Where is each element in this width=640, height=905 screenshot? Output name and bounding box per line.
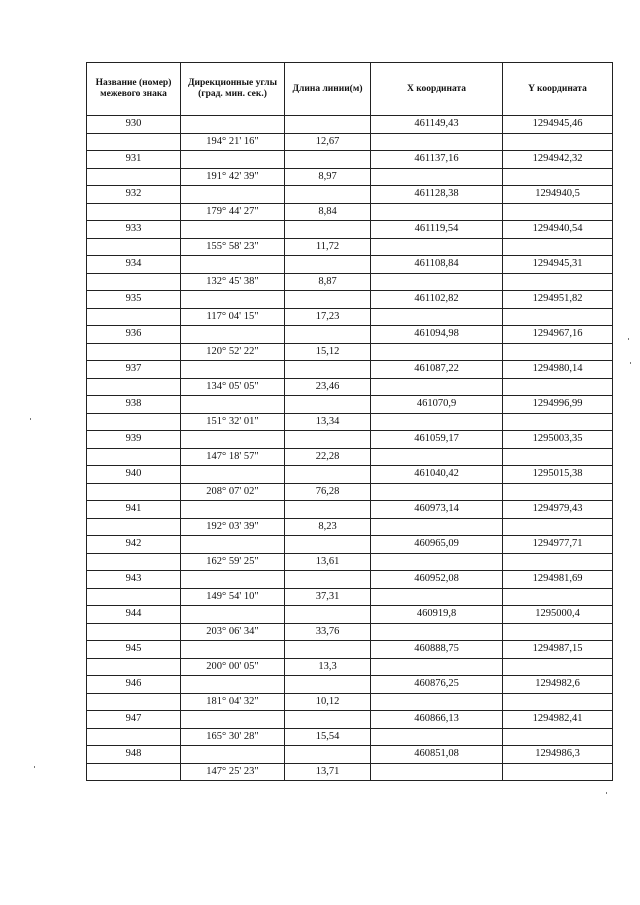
point-name-cell (87, 623, 181, 641)
x-coordinate-cell (371, 273, 503, 291)
direction-angle-cell (181, 641, 285, 659)
y-coordinate-cell: 1294977,71 (503, 536, 613, 554)
direction-angle-cell (181, 746, 285, 764)
table-row (87, 623, 613, 641)
x-coordinate-cell: 461128,38 (371, 186, 503, 204)
line-length-cell (285, 326, 371, 344)
direction-angle-cell (181, 291, 285, 309)
point-name-cell (87, 413, 181, 431)
table-row (87, 501, 613, 519)
x-coordinate-cell (371, 588, 503, 606)
x-coordinate-cell (371, 343, 503, 361)
x-coordinate-cell (371, 378, 503, 396)
direction-angle-cell (181, 571, 285, 589)
table-row (87, 693, 613, 711)
direction-angle-cell (181, 221, 285, 239)
direction-angle-cell: 194° 21' 16" (181, 133, 285, 151)
table-row (87, 711, 613, 729)
table-row (87, 361, 613, 379)
line-length-cell: 13,3 (285, 658, 371, 676)
y-coordinate-cell: 1294986,3 (503, 746, 613, 764)
y-coordinate-cell (503, 273, 613, 291)
line-length-cell: 10,12 (285, 693, 371, 711)
y-coordinate-cell: 1294942,32 (503, 151, 613, 169)
x-coordinate-cell: 460851,08 (371, 746, 503, 764)
x-coordinate-cell (371, 413, 503, 431)
direction-angle-cell (181, 676, 285, 694)
y-coordinate-cell (503, 518, 613, 536)
table-header-row (87, 63, 613, 116)
line-length-cell (285, 221, 371, 239)
line-length-cell: 11,72 (285, 238, 371, 256)
x-coordinate-cell: 460866,13 (371, 711, 503, 729)
y-coordinate-cell: 1294982,41 (503, 711, 613, 729)
point-name-cell: 935 (87, 291, 181, 309)
point-name-cell (87, 553, 181, 571)
y-coordinate-cell (503, 203, 613, 221)
direction-angle-cell (181, 361, 285, 379)
direction-angle-cell: 155° 58' 23" (181, 238, 285, 256)
y-coordinate-cell (503, 168, 613, 186)
line-length-cell (285, 431, 371, 449)
table-row (87, 326, 613, 344)
scan-speck (628, 338, 629, 340)
line-length-cell (285, 676, 371, 694)
direction-angle-cell: 181° 04' 32" (181, 693, 285, 711)
line-length-cell: 8,23 (285, 518, 371, 536)
point-name-cell (87, 448, 181, 466)
line-length-cell (285, 746, 371, 764)
point-name-cell: 947 (87, 711, 181, 729)
table-row (87, 203, 613, 221)
y-coordinate-cell (503, 413, 613, 431)
y-coordinate-cell (503, 623, 613, 641)
scan-speck (30, 418, 31, 420)
table-row (87, 378, 613, 396)
point-name-cell: 948 (87, 746, 181, 764)
direction-angle-cell: 132° 45' 38" (181, 273, 285, 291)
x-coordinate-cell (371, 168, 503, 186)
point-name-cell (87, 343, 181, 361)
y-coordinate-cell: 1294982,6 (503, 676, 613, 694)
table-row (87, 186, 613, 204)
table-row (87, 588, 613, 606)
table-row (87, 221, 613, 239)
scan-speck (606, 792, 607, 794)
y-coordinate-cell: 1294951,82 (503, 291, 613, 309)
table-row (87, 308, 613, 326)
header-point-name: Название (номер) межевого знака (87, 63, 181, 116)
x-coordinate-cell: 460952,08 (371, 571, 503, 589)
x-coordinate-cell (371, 483, 503, 501)
point-name-cell: 944 (87, 606, 181, 624)
x-coordinate-cell: 461137,16 (371, 151, 503, 169)
y-coordinate-cell (503, 588, 613, 606)
point-name-cell (87, 308, 181, 326)
point-name-cell: 934 (87, 256, 181, 274)
x-coordinate-cell: 461094,98 (371, 326, 503, 344)
y-coordinate-cell: 1295003,35 (503, 431, 613, 449)
point-name-cell (87, 238, 181, 256)
table-row (87, 658, 613, 676)
table-row (87, 291, 613, 309)
point-name-cell: 943 (87, 571, 181, 589)
x-coordinate-cell (371, 728, 503, 746)
line-length-cell (285, 641, 371, 659)
x-coordinate-cell: 460965,09 (371, 536, 503, 554)
header-x-coordinate: X координата (371, 63, 503, 116)
table-row (87, 763, 613, 781)
direction-angle-cell (181, 326, 285, 344)
line-length-cell: 8,97 (285, 168, 371, 186)
table-row (87, 483, 613, 501)
direction-angle-cell: 192° 03' 39" (181, 518, 285, 536)
line-length-cell (285, 536, 371, 554)
x-coordinate-cell: 461149,43 (371, 116, 503, 134)
line-length-cell (285, 466, 371, 484)
line-length-cell: 12,67 (285, 133, 371, 151)
y-coordinate-cell (503, 378, 613, 396)
x-coordinate-cell (371, 623, 503, 641)
point-name-cell (87, 483, 181, 501)
line-length-cell: 15,12 (285, 343, 371, 361)
header-direction-angle: Дирекционные углы (град. мин. сек.) (181, 63, 285, 116)
direction-angle-cell: 200° 00' 05" (181, 658, 285, 676)
x-coordinate-cell: 460888,75 (371, 641, 503, 659)
x-coordinate-cell (371, 763, 503, 781)
line-length-cell: 17,23 (285, 308, 371, 326)
y-coordinate-cell (503, 693, 613, 711)
line-length-cell: 8,84 (285, 203, 371, 221)
line-length-cell: 13,71 (285, 763, 371, 781)
y-coordinate-cell: 1294967,16 (503, 326, 613, 344)
point-name-cell (87, 168, 181, 186)
table-row (87, 448, 613, 466)
table-row (87, 536, 613, 554)
direction-angle-cell (181, 151, 285, 169)
header-line-length: Длина линии(м) (285, 63, 371, 116)
direction-angle-cell: 165° 30' 28" (181, 728, 285, 746)
table-row (87, 238, 613, 256)
direction-angle-cell (181, 501, 285, 519)
line-length-cell: 76,28 (285, 483, 371, 501)
line-length-cell (285, 396, 371, 414)
x-coordinate-cell (371, 133, 503, 151)
direction-angle-cell: 147° 18' 57" (181, 448, 285, 466)
point-name-cell (87, 203, 181, 221)
y-coordinate-cell: 1295015,38 (503, 466, 613, 484)
x-coordinate-cell: 460919,8 (371, 606, 503, 624)
line-length-cell: 23,46 (285, 378, 371, 396)
scan-speck (34, 766, 35, 768)
direction-angle-cell (181, 186, 285, 204)
direction-angle-cell (181, 536, 285, 554)
line-length-cell (285, 571, 371, 589)
y-coordinate-cell: 1294996,99 (503, 396, 613, 414)
direction-angle-cell (181, 466, 285, 484)
x-coordinate-cell (371, 238, 503, 256)
direction-angle-cell (181, 396, 285, 414)
x-coordinate-cell (371, 448, 503, 466)
x-coordinate-cell (371, 203, 503, 221)
line-length-cell: 37,31 (285, 588, 371, 606)
line-length-cell (285, 361, 371, 379)
point-name-cell (87, 518, 181, 536)
y-coordinate-cell: 1294980,14 (503, 361, 613, 379)
point-name-cell: 931 (87, 151, 181, 169)
y-coordinate-cell (503, 483, 613, 501)
boundary-points-table (86, 62, 613, 781)
x-coordinate-cell: 461102,82 (371, 291, 503, 309)
y-coordinate-cell: 1294979,43 (503, 501, 613, 519)
table-row (87, 518, 613, 536)
y-coordinate-cell (503, 658, 613, 676)
y-coordinate-cell (503, 448, 613, 466)
line-length-cell (285, 291, 371, 309)
point-name-cell: 930 (87, 116, 181, 134)
point-name-cell: 937 (87, 361, 181, 379)
point-name-cell: 942 (87, 536, 181, 554)
direction-angle-cell: 149° 54' 10" (181, 588, 285, 606)
y-coordinate-cell: 1294945,46 (503, 116, 613, 134)
y-coordinate-cell: 1294945,31 (503, 256, 613, 274)
table-row (87, 116, 613, 134)
x-coordinate-cell: 461070,9 (371, 396, 503, 414)
y-coordinate-cell (503, 238, 613, 256)
table-row (87, 343, 613, 361)
y-coordinate-cell (503, 133, 613, 151)
table-row (87, 151, 613, 169)
table-row (87, 413, 613, 431)
table-row (87, 676, 613, 694)
line-length-cell: 22,28 (285, 448, 371, 466)
direction-angle-cell (181, 256, 285, 274)
x-coordinate-cell (371, 693, 503, 711)
x-coordinate-cell: 461087,22 (371, 361, 503, 379)
point-name-cell: 933 (87, 221, 181, 239)
line-length-cell (285, 116, 371, 134)
x-coordinate-cell (371, 518, 503, 536)
point-name-cell (87, 763, 181, 781)
direction-angle-cell (181, 116, 285, 134)
x-coordinate-cell: 461059,17 (371, 431, 503, 449)
point-name-cell (87, 693, 181, 711)
point-name-cell (87, 658, 181, 676)
y-coordinate-cell: 1294940,5 (503, 186, 613, 204)
line-length-cell: 8,87 (285, 273, 371, 291)
table-row (87, 273, 613, 291)
line-length-cell (285, 501, 371, 519)
x-coordinate-cell (371, 308, 503, 326)
x-coordinate-cell: 460876,25 (371, 676, 503, 694)
table-row (87, 396, 613, 414)
point-name-cell (87, 133, 181, 151)
table-row (87, 746, 613, 764)
table-row (87, 571, 613, 589)
direction-angle-cell: 120° 52' 22" (181, 343, 285, 361)
point-name-cell (87, 728, 181, 746)
table-row (87, 553, 613, 571)
line-length-cell (285, 256, 371, 274)
table-row (87, 728, 613, 746)
table-body (87, 116, 613, 781)
point-name-cell: 939 (87, 431, 181, 449)
line-length-cell: 15,54 (285, 728, 371, 746)
point-name-cell: 946 (87, 676, 181, 694)
direction-angle-cell (181, 606, 285, 624)
x-coordinate-cell (371, 658, 503, 676)
line-length-cell (285, 151, 371, 169)
x-coordinate-cell: 460973,14 (371, 501, 503, 519)
line-length-cell: 33,76 (285, 623, 371, 641)
point-name-cell (87, 588, 181, 606)
x-coordinate-cell (371, 553, 503, 571)
direction-angle-cell (181, 431, 285, 449)
table-row (87, 606, 613, 624)
point-name-cell: 936 (87, 326, 181, 344)
y-coordinate-cell: 1294987,15 (503, 641, 613, 659)
line-length-cell (285, 711, 371, 729)
y-coordinate-cell: 1294981,69 (503, 571, 613, 589)
direction-angle-cell: 147° 25' 23" (181, 763, 285, 781)
direction-angle-cell: 117° 04' 15" (181, 308, 285, 326)
direction-angle-cell: 134° 05' 05" (181, 378, 285, 396)
point-name-cell (87, 273, 181, 291)
direction-angle-cell: 208° 07' 02" (181, 483, 285, 501)
direction-angle-cell: 191° 42' 39" (181, 168, 285, 186)
table-row (87, 256, 613, 274)
y-coordinate-cell (503, 728, 613, 746)
point-name-cell (87, 378, 181, 396)
line-length-cell (285, 186, 371, 204)
y-coordinate-cell: 1295000,4 (503, 606, 613, 624)
header-y-coordinate: Y координата (503, 63, 613, 116)
point-name-cell: 938 (87, 396, 181, 414)
x-coordinate-cell: 461040,42 (371, 466, 503, 484)
table-row (87, 431, 613, 449)
point-name-cell: 941 (87, 501, 181, 519)
x-coordinate-cell: 461119,54 (371, 221, 503, 239)
y-coordinate-cell: 1294940,54 (503, 221, 613, 239)
point-name-cell: 932 (87, 186, 181, 204)
table-row (87, 168, 613, 186)
direction-angle-cell: 162° 59' 25" (181, 553, 285, 571)
direction-angle-cell: 203° 06' 34" (181, 623, 285, 641)
line-length-cell: 13,34 (285, 413, 371, 431)
direction-angle-cell (181, 711, 285, 729)
line-length-cell: 13,61 (285, 553, 371, 571)
scan-speck (630, 362, 631, 364)
x-coordinate-cell: 461108,84 (371, 256, 503, 274)
y-coordinate-cell (503, 308, 613, 326)
y-coordinate-cell (503, 553, 613, 571)
direction-angle-cell: 151° 32' 01" (181, 413, 285, 431)
y-coordinate-cell (503, 343, 613, 361)
point-name-cell: 940 (87, 466, 181, 484)
direction-angle-cell: 179° 44' 27" (181, 203, 285, 221)
table-row (87, 133, 613, 151)
line-length-cell (285, 606, 371, 624)
point-name-cell: 945 (87, 641, 181, 659)
table-row (87, 641, 613, 659)
table-row (87, 466, 613, 484)
y-coordinate-cell (503, 763, 613, 781)
